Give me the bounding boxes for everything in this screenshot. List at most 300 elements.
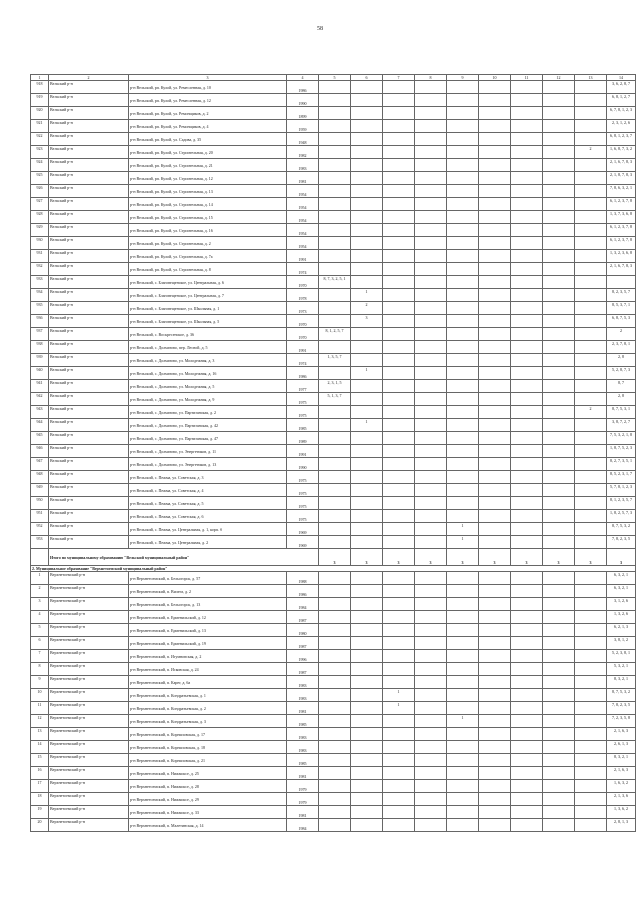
district-cell: Вельский р-н: [49, 419, 129, 432]
value-cell: [351, 637, 383, 650]
year-cell: 1977: [287, 380, 319, 393]
value-cell: [319, 107, 351, 120]
table-row: [31, 676, 636, 689]
row-number: 8: [31, 663, 49, 676]
value-cell: [511, 702, 543, 715]
value-cell: [575, 328, 607, 341]
value-cell: [415, 172, 447, 185]
address-cell: р-н Вельский, рп. Кулой, ул. Ремесленная, д. 10: [129, 81, 287, 94]
value-cell: [543, 536, 575, 549]
work-types-cell: 8, 3, 2, 1: [607, 754, 636, 767]
value-cell: [319, 159, 351, 172]
value-cell: [511, 380, 543, 393]
address-cell: р-н Верхнетоемский, п. Ерменильский, д. 13: [129, 624, 287, 637]
value-cell: [511, 637, 543, 650]
work-types-cell: 8, 7: [607, 380, 636, 393]
value-cell: [511, 367, 543, 380]
value-cell: [543, 341, 575, 354]
total-value: 3: [543, 549, 575, 566]
value-cell: [543, 354, 575, 367]
table-row: [31, 120, 636, 133]
value-cell: [575, 419, 607, 432]
value-cell: [575, 585, 607, 598]
value-cell: [351, 185, 383, 198]
value-cell: [415, 393, 447, 406]
value-cell: [479, 458, 511, 471]
year-cell: 1975: [287, 497, 319, 510]
row-number: 951: [31, 510, 49, 523]
value-cell: [447, 237, 479, 250]
column-header: 5: [319, 75, 351, 81]
value-cell: [319, 689, 351, 702]
value-cell: [415, 702, 447, 715]
value-cell: [479, 523, 511, 536]
year-cell: 1973: [287, 302, 319, 315]
district-cell: Вельский р-н: [49, 250, 129, 263]
value-cell: [511, 146, 543, 159]
value-cell: [575, 523, 607, 536]
value-cell: [319, 406, 351, 419]
row-number: 945: [31, 432, 49, 445]
year-cell: 1987: [287, 611, 319, 624]
value-cell: [447, 637, 479, 650]
year-cell: 1970: [287, 328, 319, 341]
value-cell: [351, 793, 383, 806]
value-cell: [447, 689, 479, 702]
address-cell: р-н Верхнетоемский, п. Ерменильский, д. 12: [129, 611, 287, 624]
table-row: [31, 611, 636, 624]
value-cell: [511, 250, 543, 263]
address-cell: р-н Вельский, с. Благовещенское, ул. Школьная, д. 1: [129, 302, 287, 315]
year-cell: 1975: [287, 510, 319, 523]
work-types-cell: 5, 2, 3, 8, 1: [607, 650, 636, 663]
value-cell: [479, 754, 511, 767]
table-row: [31, 354, 636, 367]
value-cell: [351, 94, 383, 107]
value-cell: [479, 224, 511, 237]
year-cell: 1984: [287, 598, 319, 611]
district-cell: Вельский р-н: [49, 445, 129, 458]
table-row: [31, 536, 636, 549]
year-cell: 1991: [287, 445, 319, 458]
value-cell: 1: [447, 536, 479, 549]
address-cell: р-н Верхнетоемский, п. Вилега, д. 2: [129, 585, 287, 598]
table-row: [31, 94, 636, 107]
value-cell: [319, 341, 351, 354]
work-types-cell: 6, 1, 2, 3, 7, 8: [607, 237, 636, 250]
district-cell: Вельский р-н: [49, 471, 129, 484]
value-cell: [447, 185, 479, 198]
value-cell: [511, 263, 543, 276]
column-header: 13: [575, 75, 607, 81]
value-cell: [575, 211, 607, 224]
district-cell: Вельский р-н: [49, 159, 129, 172]
value-cell: [543, 328, 575, 341]
value-cell: [415, 497, 447, 510]
value-cell: [511, 741, 543, 754]
value-cell: [447, 302, 479, 315]
value-cell: [447, 585, 479, 598]
value-cell: [479, 263, 511, 276]
total-value: 3: [383, 549, 415, 566]
value-cell: [543, 624, 575, 637]
work-types-cell: 6, 8, 1, 2, 7: [607, 94, 636, 107]
table-row: [31, 471, 636, 484]
value-cell: [351, 107, 383, 120]
work-types-cell: 5, 3, 2, 1: [607, 663, 636, 676]
district-cell: Верхнетоемский р-н: [49, 611, 129, 624]
value-cell: [319, 419, 351, 432]
value-cell: [319, 224, 351, 237]
table-row: [31, 432, 636, 445]
value-cell: [511, 315, 543, 328]
row-number: 6: [31, 637, 49, 650]
value-cell: [511, 585, 543, 598]
value-cell: [351, 780, 383, 793]
value-cell: [575, 598, 607, 611]
value-cell: [575, 767, 607, 780]
value-cell: [415, 263, 447, 276]
table-row: [31, 572, 636, 585]
value-cell: 1: [447, 523, 479, 536]
value-cell: [383, 793, 415, 806]
address-cell: р-н Вельский, рп. Кулой, ул. Строительная, д. 12: [129, 172, 287, 185]
row-number: 935: [31, 302, 49, 315]
value-cell: [383, 611, 415, 624]
value-cell: [319, 637, 351, 650]
value-cell: [415, 302, 447, 315]
address-cell: р-н Вельский, рп. Кулой, ул. Строительная, д. 21: [129, 159, 287, 172]
row-number: 925: [31, 172, 49, 185]
value-cell: [479, 107, 511, 120]
year-cell: 1988: [287, 572, 319, 585]
table-row: [31, 302, 636, 315]
row-number: 943: [31, 406, 49, 419]
column-header: 3: [129, 75, 287, 81]
row-number: 3: [31, 598, 49, 611]
total-value: 3: [319, 549, 351, 566]
value-cell: [319, 458, 351, 471]
work-types-cell: 6, 8, 7, 5, 3: [607, 315, 636, 328]
value-cell: [415, 819, 447, 832]
value-cell: [319, 676, 351, 689]
district-cell: Вельский р-н: [49, 289, 129, 302]
value-cell: [319, 185, 351, 198]
work-types-cell: 3, 8, 7, 2, 7: [607, 419, 636, 432]
value-cell: [511, 767, 543, 780]
value-cell: [479, 471, 511, 484]
value-cell: [479, 676, 511, 689]
value-cell: [479, 328, 511, 341]
address-cell: р-н Верхнетоемский, п. Корниловская, д. 21: [129, 754, 287, 767]
district-cell: Вельский р-н: [49, 328, 129, 341]
value-cell: [479, 793, 511, 806]
value-cell: [543, 484, 575, 497]
address-cell: р-н Верхнетоемский, п. Бельогорск, д. 13: [129, 598, 287, 611]
table-row: [31, 484, 636, 497]
value-cell: [319, 663, 351, 676]
address-cell: р-н Вельский, с. Пежма, ул. Советская, д. 3: [129, 471, 287, 484]
value-cell: [479, 806, 511, 819]
address-cell: р-н Верхнетоемский, п. Малетинская, д. 14: [129, 819, 287, 832]
table-row: [31, 445, 636, 458]
value-cell: [351, 471, 383, 484]
value-cell: [511, 276, 543, 289]
value-cell: [447, 767, 479, 780]
value-cell: [319, 702, 351, 715]
district-cell: Вельский р-н: [49, 224, 129, 237]
district-cell: Вельский р-н: [49, 94, 129, 107]
value-cell: [543, 572, 575, 585]
district-cell: Вельский р-н: [49, 237, 129, 250]
row-number: 16: [31, 767, 49, 780]
address-cell: р-н Вельский, рп. Кулой, ул. Строительная, д. 14: [129, 198, 287, 211]
year-cell: 1981: [287, 767, 319, 780]
column-header: 14: [607, 75, 636, 81]
district-cell: Вельский р-н: [49, 380, 129, 393]
value-cell: [543, 702, 575, 715]
value-cell: [511, 237, 543, 250]
work-types-cell: 6, 2, 1, 3: [607, 624, 636, 637]
total-value: 3: [607, 549, 636, 566]
value-cell: [383, 354, 415, 367]
value-cell: [415, 380, 447, 393]
value-cell: [511, 445, 543, 458]
district-cell: Вельский р-н: [49, 432, 129, 445]
value-cell: [319, 510, 351, 523]
value-cell: [575, 185, 607, 198]
address-cell: р-н Верхнетоемский, п. Нижмоксе, д. 25: [129, 767, 287, 780]
register-table-body: [31, 75, 636, 832]
value-cell: [511, 120, 543, 133]
address-cell: р-н Верхнетоемский, п. Бельогорск, д. 57: [129, 572, 287, 585]
row-number: 941: [31, 380, 49, 393]
value-cell: [351, 819, 383, 832]
address-cell: р-н Вельский, рп. Кулой, ул. Ремесленная, д. 12: [129, 94, 287, 107]
value-cell: 2: [575, 406, 607, 419]
value-cell: 2, 3, 1, 5: [319, 380, 351, 393]
value-cell: [351, 224, 383, 237]
value-cell: [383, 198, 415, 211]
year-cell: 1989: [287, 432, 319, 445]
value-cell: [415, 341, 447, 354]
row-number: 919: [31, 94, 49, 107]
value-cell: [543, 793, 575, 806]
value-cell: [319, 523, 351, 536]
value-cell: [543, 94, 575, 107]
value-cell: [511, 419, 543, 432]
value-cell: [447, 198, 479, 211]
row-number: 922: [31, 133, 49, 146]
value-cell: [543, 276, 575, 289]
row-number: 19: [31, 806, 49, 819]
value-cell: [479, 133, 511, 146]
value-cell: [415, 120, 447, 133]
year-cell: 1948: [287, 133, 319, 146]
value-cell: [479, 611, 511, 624]
row-number: 942: [31, 393, 49, 406]
value-cell: [319, 536, 351, 549]
value-cell: [447, 367, 479, 380]
value-cell: [383, 637, 415, 650]
value-cell: [575, 793, 607, 806]
value-cell: [319, 250, 351, 263]
column-header: 6: [351, 75, 383, 81]
year-cell: 1970: [287, 276, 319, 289]
value-cell: [415, 159, 447, 172]
value-cell: [575, 689, 607, 702]
value-cell: [511, 328, 543, 341]
value-cell: [575, 611, 607, 624]
row-number: 936: [31, 315, 49, 328]
value-cell: [447, 650, 479, 663]
value-cell: [479, 250, 511, 263]
year-cell: 1975: [287, 471, 319, 484]
value-cell: [511, 484, 543, 497]
address-cell: р-н Вельский, рп. Кулой, ул. Строительная, д. 20: [129, 146, 287, 159]
value-cell: 3: [351, 315, 383, 328]
value-cell: [447, 676, 479, 689]
row-number: 953: [31, 536, 49, 549]
value-cell: [479, 354, 511, 367]
address-cell: р-н Вельский, с. Пежма, ул. Центральная, д. 2: [129, 536, 287, 549]
table-row: [31, 806, 636, 819]
value-cell: [543, 250, 575, 263]
row-number: 918: [31, 81, 49, 94]
value-cell: [319, 728, 351, 741]
value-cell: [575, 663, 607, 676]
table-row: [31, 510, 636, 523]
value-cell: [511, 107, 543, 120]
district-cell: Вельский р-н: [49, 497, 129, 510]
value-cell: [447, 819, 479, 832]
address-cell: р-н Вельский, с. Долматово, пер. Лесной, д. 5: [129, 341, 287, 354]
table-row: [31, 650, 636, 663]
district-cell: Верхнетоемский р-н: [49, 572, 129, 585]
work-types-cell: 2: [607, 328, 636, 341]
value-cell: [543, 289, 575, 302]
address-cell: р-н Верхнетоемский, п. Корниловская, д. 18: [129, 741, 287, 754]
value-cell: [479, 172, 511, 185]
table-row: [31, 367, 636, 380]
row-number: 5: [31, 624, 49, 637]
year-cell: 1986: [287, 81, 319, 94]
value-cell: [575, 624, 607, 637]
value-cell: [479, 445, 511, 458]
value-cell: [543, 523, 575, 536]
total-value: 3: [351, 549, 383, 566]
value-cell: [543, 728, 575, 741]
value-cell: [511, 624, 543, 637]
register-table: [30, 74, 636, 832]
table-row: [31, 172, 636, 185]
district-cell: Вельский р-н: [49, 302, 129, 315]
value-cell: [351, 354, 383, 367]
work-types-cell: 6, 8, 1, 2, 3, 7: [607, 133, 636, 146]
value-cell: [511, 172, 543, 185]
work-types-cell: 2, 8: [607, 354, 636, 367]
value-cell: [575, 715, 607, 728]
value-cell: [415, 133, 447, 146]
value-cell: [447, 393, 479, 406]
district-cell: Вельский р-н: [49, 354, 129, 367]
value-cell: [575, 702, 607, 715]
work-types-cell: 1, 3, 2, 6: [607, 611, 636, 624]
value-cell: [383, 598, 415, 611]
value-cell: [511, 676, 543, 689]
value-cell: [415, 484, 447, 497]
year-cell: 1975: [287, 406, 319, 419]
value-cell: [351, 676, 383, 689]
value-cell: [543, 380, 575, 393]
value-cell: [447, 484, 479, 497]
table-row: [31, 819, 636, 832]
value-cell: 8, 1, 2, 5, 7: [319, 328, 351, 341]
table-row: [31, 159, 636, 172]
district-cell: Вельский р-н: [49, 198, 129, 211]
table-row: [31, 624, 636, 637]
table-row: [31, 107, 636, 120]
row-number: 949: [31, 484, 49, 497]
value-cell: [415, 624, 447, 637]
value-cell: [511, 754, 543, 767]
value-cell: [511, 341, 543, 354]
value-cell: [511, 211, 543, 224]
value-cell: [479, 289, 511, 302]
row-number: 932: [31, 263, 49, 276]
value-cell: [447, 120, 479, 133]
work-types-cell: 6, 1, 2, 3, 7, 8: [607, 198, 636, 211]
value-cell: [447, 806, 479, 819]
value-cell: [383, 367, 415, 380]
address-cell: р-н Вельский, с. Воскресенское, д. 36: [129, 328, 287, 341]
value-cell: [383, 250, 415, 263]
value-cell: [543, 159, 575, 172]
value-cell: [575, 198, 607, 211]
value-cell: [511, 598, 543, 611]
value-cell: [511, 302, 543, 315]
value-cell: [479, 367, 511, 380]
value-cell: 1: [447, 715, 479, 728]
value-cell: [383, 302, 415, 315]
district-cell: Вельский р-н: [49, 263, 129, 276]
value-cell: [447, 702, 479, 715]
year-cell: 1979: [287, 793, 319, 806]
district-cell: Верхнетоемский р-н: [49, 585, 129, 598]
value-cell: [543, 663, 575, 676]
work-types-cell: 1, 3, 6, 2: [607, 806, 636, 819]
value-cell: [383, 728, 415, 741]
value-cell: [447, 406, 479, 419]
value-cell: [383, 133, 415, 146]
value-cell: [575, 315, 607, 328]
value-cell: [351, 598, 383, 611]
table-row: [31, 341, 636, 354]
row-number: 4: [31, 611, 49, 624]
row-number: 920: [31, 107, 49, 120]
value-cell: [575, 637, 607, 650]
value-cell: [319, 263, 351, 276]
table-row: [31, 702, 636, 715]
value-cell: [575, 367, 607, 380]
value-cell: [543, 198, 575, 211]
value-cell: [511, 689, 543, 702]
value-cell: [383, 676, 415, 689]
year-cell: 1979: [287, 780, 319, 793]
value-cell: [415, 767, 447, 780]
table-row: [31, 211, 636, 224]
value-cell: [447, 328, 479, 341]
